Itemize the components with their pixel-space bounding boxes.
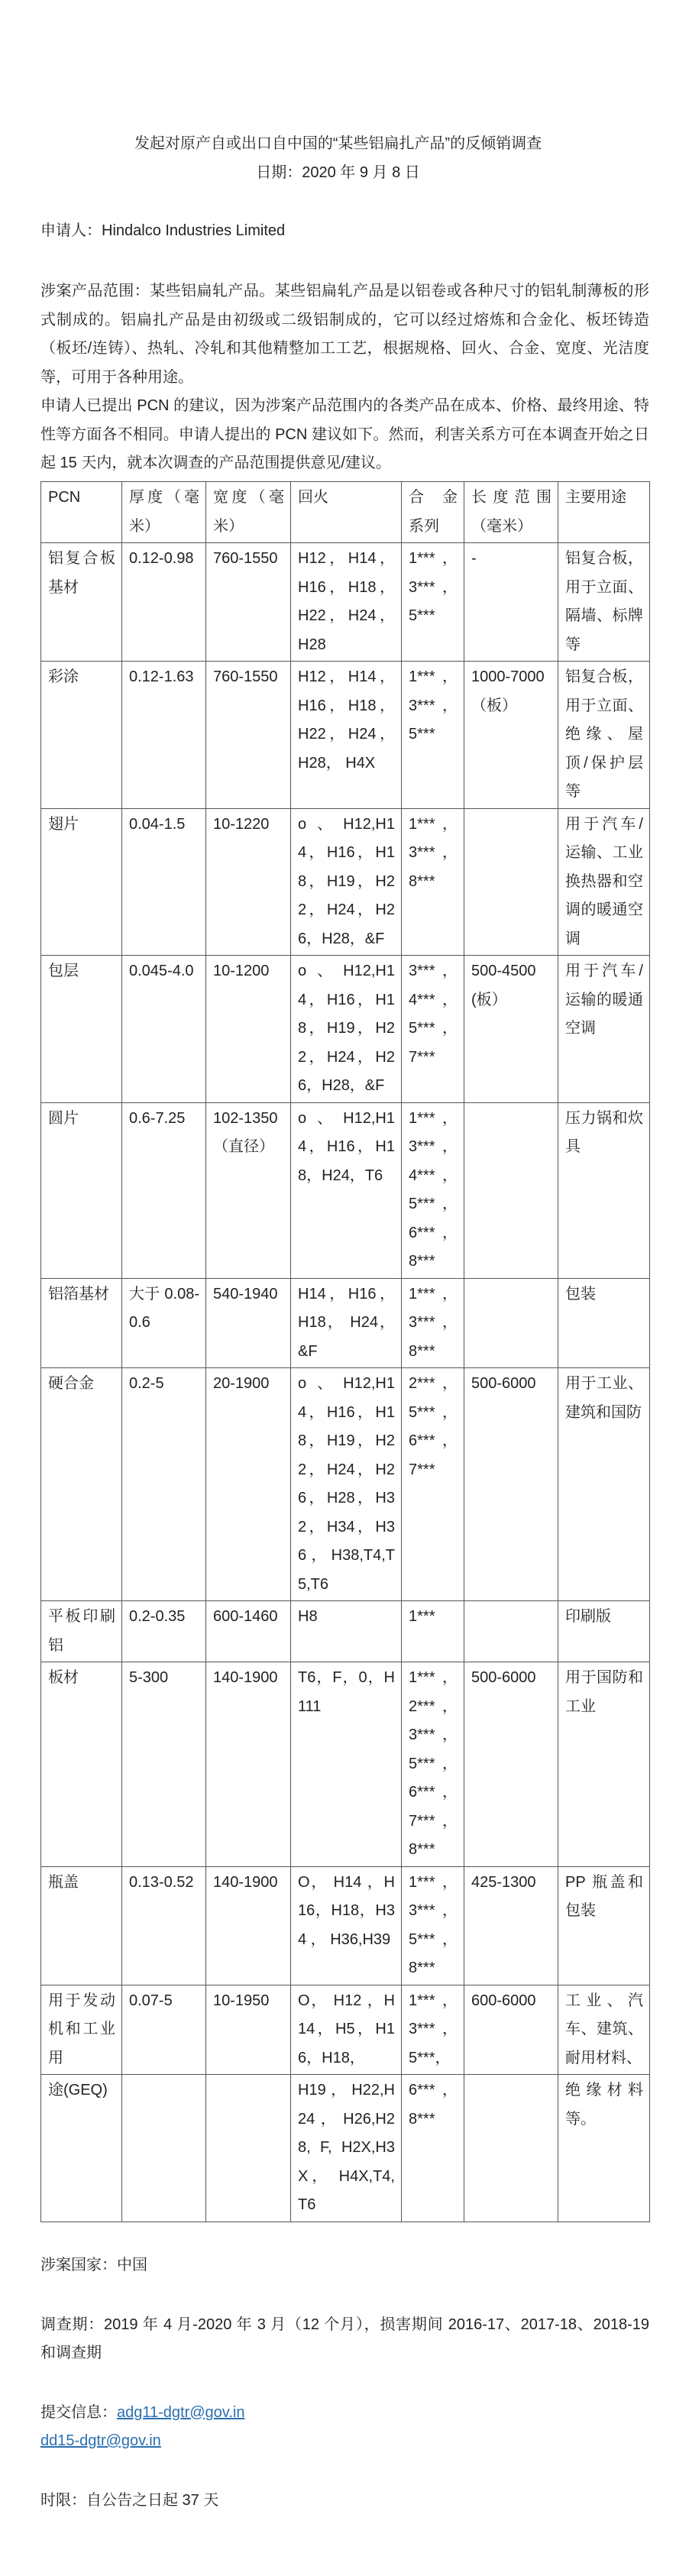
- table-cell: 0.04-1.5: [122, 808, 206, 956]
- table-cell: o、H12,H14，H16，H18，H19，H22，H24，H26，H28，&F: [291, 808, 402, 956]
- submission-info: [40, 2399, 649, 2428]
- table-cell: [464, 1601, 558, 1662]
- table-cell: 铝复合板，用于立面、绝缘、屋顶/保护层等: [558, 662, 650, 809]
- table-cell: 铝复合板，用于立面、隔墙、标牌等: [558, 543, 650, 662]
- table-cell: 彩涂: [41, 662, 122, 809]
- table-cell: -: [464, 543, 558, 662]
- column-header: PCN: [41, 482, 122, 543]
- table-cell: 10-1200: [206, 956, 291, 1103]
- table-cell: 瓶盖: [41, 1866, 122, 1985]
- table-header-row: [41, 482, 650, 543]
- submission-label: 提交信息：: [40, 2403, 117, 2421]
- table-cell: [206, 2075, 291, 2222]
- table-cell: 500-4500(板）: [464, 956, 558, 1103]
- column-header: 主要用途: [558, 482, 650, 543]
- table-cell: 0.045-4.0: [122, 956, 206, 1103]
- table-row: [41, 1866, 650, 1985]
- footer-info: [40, 2251, 649, 2515]
- table-cell: PP 瓶盖和包装: [558, 1866, 650, 1985]
- table-cell: 工业、汽车、建筑、耐用材料、: [558, 1985, 650, 2075]
- table-cell: 1***，3***，8***: [402, 1278, 464, 1368]
- table-cell: 760-1550: [206, 662, 291, 809]
- table-cell: 0.2-5: [122, 1368, 206, 1601]
- table-cell: T6，F，0，H111: [291, 1662, 402, 1867]
- table-cell: 压力锅和炊具: [558, 1102, 650, 1278]
- table-cell: 0.2-0.35: [122, 1601, 206, 1662]
- table-cell: o、H12,H14，H16，H18，H19，H22，H24，H26，H28，H32，H34，H36，H38,T4,T5,T6: [291, 1368, 402, 1601]
- pcn-note: 申请人已提出 PCN 的建议，因为涉案产品范围内的各类产品在成本、价格、最终用途、特性等方面各不相同。申请人提出的 PCN 建议如下。然而，利害关系方可在本调查开始之日起 15 天内，就本次调查的产品范围提供意见/建议。: [40, 397, 649, 471]
- table-cell: 0.07-5: [122, 1985, 206, 2075]
- table-cell: 500-6000: [464, 1368, 558, 1601]
- table-cell: [464, 2075, 558, 2222]
- table-cell: 用于发动机和工业用: [41, 1985, 122, 2075]
- table-cell: 0.12-1.63: [122, 662, 206, 809]
- document-date: 日期：2020 年 9 月 8 日: [256, 164, 420, 181]
- column-header: 宽度（毫米）: [206, 482, 291, 543]
- table-cell: 圆片: [41, 1102, 122, 1278]
- table-cell: 0.13-0.52: [122, 1866, 206, 1985]
- pcn-table: [40, 481, 650, 2222]
- table-row: [41, 808, 650, 956]
- table-cell: H12，H14，H16，H18，H22，H24，H28， H4X: [291, 662, 402, 809]
- table-row: [41, 1278, 650, 1368]
- table-cell: o、H12,H14，H16，H18，H19，H22，H24，H26，H28，&F: [291, 956, 402, 1103]
- table-cell: 6***，8***: [402, 2075, 464, 2222]
- table-cell: o、H12,H14，H16，H18，H24，T6: [291, 1102, 402, 1278]
- column-header: 回火: [291, 482, 402, 543]
- table-cell: 1***，3***，5***: [402, 543, 464, 662]
- table-cell: 3***，4***，5***，7***: [402, 956, 464, 1103]
- table-cell: 0.6-7.25: [122, 1102, 206, 1278]
- table-cell: 1***，3***，5***，8***: [402, 1866, 464, 1985]
- table-cell: 1***: [402, 1601, 464, 1662]
- table-cell: 翅片: [41, 808, 122, 956]
- table-cell: 途(GEQ): [41, 2075, 122, 2222]
- table-cell: 用于汽车/运输的暖通空调: [558, 956, 650, 1103]
- column-header: 长度范围（毫米）: [464, 482, 558, 543]
- table-cell: 1***，3***，5***，: [402, 1985, 464, 2075]
- deadline: 时限：自公告之日起 37 天: [40, 2491, 219, 2509]
- table-cell: 20-1900: [206, 1368, 291, 1601]
- table-row: [41, 1985, 650, 2075]
- table-cell: [464, 808, 558, 956]
- table-cell: 5-300: [122, 1662, 206, 1867]
- table-row: [41, 1368, 650, 1601]
- column-header: 厚度（毫米）: [122, 482, 206, 543]
- table-cell: 1***，3***，4***，5***，6***，8***: [402, 1102, 464, 1278]
- document-title: 发起对原产自或出口自中国的“某些铝扁扎产品”的反倾销调查: [134, 135, 542, 152]
- column-header: 合 金 系列: [402, 482, 464, 543]
- table-cell: [464, 1102, 558, 1278]
- table-cell: O， H12 ，H14，H5，H16，H18，: [291, 1985, 402, 2075]
- table-cell: 绝缘材料等。: [558, 2075, 650, 2222]
- table-cell: 大于 0.08-0.6: [122, 1278, 206, 1368]
- product-scope: 涉案产品范围：某些铝扁轧产品。某些铝扁轧产品是以铝卷或各种尺寸的铝轧制薄板的形式制成的。铝扁扎产品是由初级或二级铝制成的，它可以经过熔炼和合金化、板坯铸造（板坯/连铸）、热轧、冷轧和其他精整加工工艺，根据规格、回火、合金、宽度、光洁度等，可用于各种用途。: [40, 283, 649, 386]
- table-cell: 硬合金: [41, 1368, 122, 1601]
- table-cell: 1***，3***，5***: [402, 662, 464, 809]
- table-row: [41, 1601, 650, 1662]
- table-cell: 140-1900: [206, 1866, 291, 1985]
- table-cell: 10-1950: [206, 1985, 291, 2075]
- table-cell: 600-6000: [464, 1985, 558, 2075]
- table-cell: 铝箔基材: [41, 1278, 122, 1368]
- table-row: [41, 2075, 650, 2222]
- table-cell: 760-1550: [206, 543, 291, 662]
- email-link-adg11[interactable]: adg11-dgtr@gov.in: [117, 2403, 245, 2421]
- table-cell: 铝复合板基材: [41, 543, 122, 662]
- table-cell: 140-1900: [206, 1662, 291, 1867]
- table-cell: 425-1300: [464, 1866, 558, 1985]
- table-cell: 印刷版: [558, 1601, 650, 1662]
- table-row: [41, 543, 650, 662]
- table-cell: 包装: [558, 1278, 650, 1368]
- table-cell: 500-6000: [464, 1662, 558, 1867]
- table-cell: 1***，2***，3***，5***，6***，7***，8***: [402, 1662, 464, 1867]
- table-cell: [464, 1278, 558, 1368]
- table-cell: H8: [291, 1601, 402, 1662]
- table-cell: 1000-7000（板）: [464, 662, 558, 809]
- table-cell: 0.12-0.98: [122, 543, 206, 662]
- table-cell: H19 ， H22,H24 ， H26,H28, F, H2X,H3X， H4X,T4, T6: [291, 2075, 402, 2222]
- table-cell: 600-1460: [206, 1601, 291, 1662]
- table-cell: 10-1220: [206, 808, 291, 956]
- table-cell: 用于汽车/运输、工业换热器和空调的暖通空调: [558, 808, 650, 956]
- table-cell: 用于国防和工业: [558, 1662, 650, 1867]
- table-cell: [122, 2075, 206, 2222]
- email-link-dd15[interactable]: dd15-dgtr@gov.in: [40, 2432, 161, 2449]
- table-cell: H14，H16，H18， H24，&F: [291, 1278, 402, 1368]
- table-cell: 平板印刷铝: [41, 1601, 122, 1662]
- table-cell: 540-1940: [206, 1278, 291, 1368]
- table-cell: H12，H14，H16，H18，H22，H24，H28: [291, 543, 402, 662]
- table-cell: 2***，5***，6***，7***: [402, 1368, 464, 1601]
- applicant: 申请人：Hindalco Industries Limited: [40, 222, 286, 239]
- table-cell: 102-1350（直径）: [206, 1102, 291, 1278]
- table-cell: O， H14 ，H16，H18，H34 ， H36,H39: [291, 1866, 402, 1985]
- table-row: [41, 662, 650, 809]
- table-row: [41, 1662, 650, 1867]
- table-cell: 包层: [41, 956, 122, 1103]
- table-row: [41, 1102, 650, 1278]
- country: 涉案国家：中国: [40, 2257, 147, 2273]
- investigation-period: 调查期：2019 年 4 月-2020 年 3 月（12 个月），损害期间 2016-17、2017-18、2018-19 和调查期: [40, 2315, 649, 2361]
- table-row: [41, 956, 650, 1103]
- table-cell: 1***，3***，8***: [402, 808, 464, 956]
- table-cell: 用于工业、建筑和国防: [558, 1368, 650, 1601]
- table-cell: 板材: [41, 1662, 122, 1867]
